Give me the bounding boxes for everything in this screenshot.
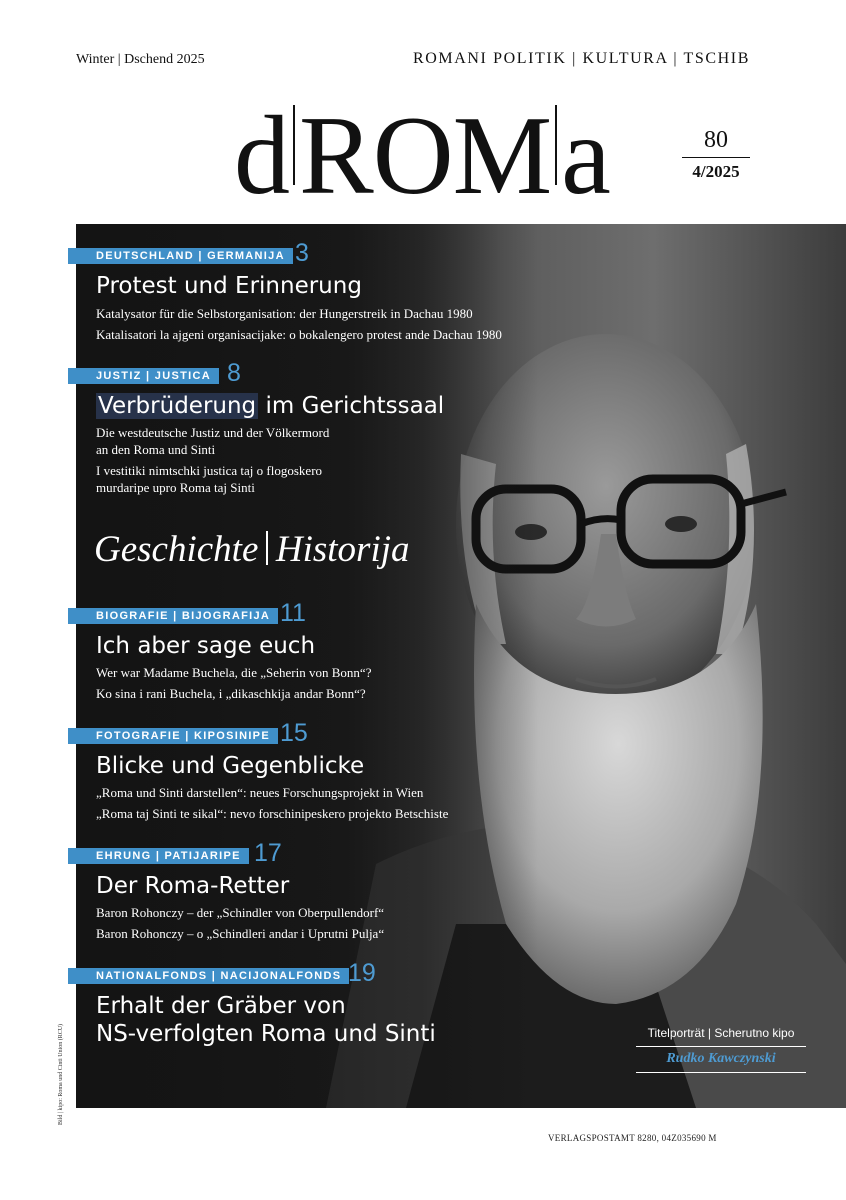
article-subline: Katalisatori la ajgeni organisacijake: o bokalengero protest ande Dachau 1980	[96, 327, 502, 342]
credit-name: Rudko Kawczynski	[636, 1047, 806, 1073]
section-title	[94, 528, 410, 571]
article-page-number: 3	[295, 239, 309, 267]
article-tag: DEUTSCHLAND | GERMANIJA	[68, 248, 293, 264]
article-subline: I vestitiki nimtschki justica taj o flogoskero	[96, 463, 323, 478]
masthead-part-d: d	[234, 94, 289, 218]
article-subline: „Roma und Sinti darstellen“: neues Forschungsprojekt in Wien	[96, 785, 424, 800]
article-tag: JUSTIZ | JUSTICA	[68, 368, 219, 384]
section-title-right: Historija	[275, 529, 410, 570]
article-headline: Blicke und Gegenblicke	[96, 753, 365, 779]
masthead-part-rom: ROM	[299, 94, 552, 218]
article-subline: Ko sina i rani Buchela, i „dikaschkija andar Bonn“?	[96, 686, 366, 701]
section-divider	[266, 531, 268, 565]
article-subline: an den Roma und Sinti	[96, 442, 216, 457]
topics-line: ROMANI POLITIK | KULTURA | TSCHIB	[412, 50, 750, 67]
postal-info: VERLAGSPOSTAMT 8280, 04Z035690 M	[548, 1133, 717, 1143]
article-headline: Ich aber sage euch	[96, 633, 316, 659]
issue-number: 80	[682, 127, 750, 158]
headline-highlight: Verbrüderung	[98, 393, 257, 419]
article-tag: FOTOGRAFIE | KIPOSINIPE	[68, 728, 278, 744]
article-page-number: 8	[227, 359, 241, 387]
article-tag: EHRUNG | PATIJARIPE	[68, 848, 249, 864]
section-title-left: Geschichte	[94, 529, 259, 570]
article-tag: BIOGRAFIE | BIJOGRAFIJA	[68, 608, 278, 624]
article-headline	[96, 393, 444, 421]
article-tag: NATIONALFONDS | NACIJONALFONDS	[68, 968, 349, 984]
article-page-number: 15	[280, 719, 308, 747]
issue-year: 4/2025	[692, 162, 740, 182]
article-subline: Die westdeutsche Justiz und der Völkermord	[96, 425, 330, 440]
headline-rest: im Gerichtssaal	[258, 393, 445, 419]
article-subline: Baron Rohonczy – o „Schindleri andar i Uprutni Pulja“	[96, 926, 385, 941]
issue-date: Winter | Dschend 2025	[76, 52, 205, 67]
article-headline: Der Roma-Retter	[96, 873, 290, 899]
article-headline: Protest und Erinnerung	[96, 273, 362, 299]
article-subline: „Roma taj Sinti te sikal“: nevo forschinipeskero projekto Betschiste	[96, 806, 449, 821]
article-subline: murdaripe upro Roma taj Sinti	[96, 480, 255, 495]
article-headline: NS-verfolgten Roma und Sinti	[96, 1021, 436, 1047]
article-page-number: 19	[348, 959, 376, 987]
article-headline: Erhalt der Gräber von	[96, 993, 346, 1019]
article-page-number: 11	[280, 599, 306, 627]
credit-label: Titelporträt | Scherutno kipo	[636, 1026, 806, 1047]
article-subline: Wer war Madame Buchela, die „Seherin von Bonn“?	[96, 665, 372, 680]
article-page-number: 17	[254, 839, 282, 867]
masthead-part-a: a	[561, 94, 610, 218]
article-subline: Katalysator für die Selbstorganisation: der Hungerstreik in Dachau 1980	[96, 306, 473, 321]
article-subline: Baron Rohonczy – der „Schindler von Oberpullendorf“	[96, 905, 385, 920]
cover-credit	[636, 1026, 806, 1073]
photo-credit: Bild | kipo: Roma und Cinti Union (RCU)	[58, 1023, 64, 1125]
